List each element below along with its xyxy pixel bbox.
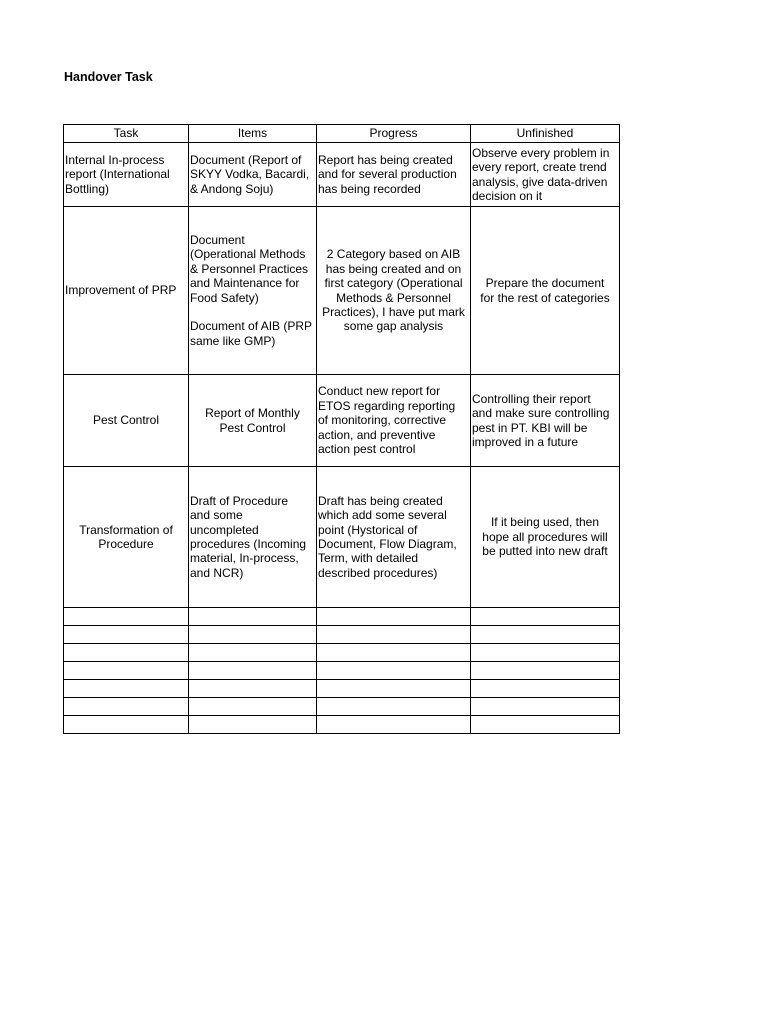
task-cell bbox=[64, 467, 189, 608]
table-header-row bbox=[64, 125, 620, 143]
cell-line: action, and preventive bbox=[318, 427, 436, 442]
cell-line: Pest Control bbox=[219, 420, 286, 435]
cell-line: and for several production bbox=[318, 167, 457, 182]
cell-line: Transformation of bbox=[79, 522, 173, 537]
empty-cell bbox=[64, 716, 189, 734]
empty-table-row bbox=[64, 698, 620, 716]
cell-line: Methods & Personnel bbox=[336, 290, 451, 305]
empty-cell bbox=[471, 680, 620, 698]
cell-line: and make sure controlling bbox=[472, 406, 610, 421]
unfinished-cell bbox=[471, 375, 620, 467]
progress-cell bbox=[317, 375, 471, 467]
empty-cell bbox=[471, 626, 620, 644]
empty-table-row bbox=[64, 680, 620, 698]
cell-line: Observe every problem in bbox=[472, 145, 610, 160]
empty-cell bbox=[317, 662, 471, 680]
cell-line: Food Safety) bbox=[190, 290, 259, 305]
cell-line: which add some several bbox=[318, 508, 447, 523]
cell-line: every report, create trend bbox=[472, 160, 607, 175]
cell-line: Pest Control bbox=[92, 413, 160, 428]
empty-cell bbox=[317, 608, 471, 626]
table-row bbox=[64, 143, 620, 207]
unfinished-cell bbox=[471, 467, 620, 608]
cell-line: & Andong Soju) bbox=[190, 181, 274, 196]
cell-line: and NCR) bbox=[190, 565, 244, 580]
cell-line: (Operational Methods bbox=[190, 247, 306, 262]
items-cell bbox=[189, 467, 317, 608]
cell-line: If it being used, then bbox=[490, 515, 600, 530]
empty-cell bbox=[317, 626, 471, 644]
cell-line: for the rest of categories bbox=[480, 290, 610, 305]
empty-cell bbox=[189, 662, 317, 680]
task-cell bbox=[64, 375, 189, 467]
cell-line: SKYY Vodka, Bacardi, bbox=[190, 167, 310, 182]
cell-line: 2 Category based on AIB bbox=[326, 247, 461, 262]
cell-line: analysis, give data-driven bbox=[472, 174, 608, 189]
cell-line: first category (Operational bbox=[324, 276, 463, 291]
cell-line: of monitoring, corrective bbox=[318, 413, 447, 428]
items-cell bbox=[189, 207, 317, 375]
empty-cell bbox=[189, 716, 317, 734]
cell-line: procedures (Incoming bbox=[190, 537, 307, 551]
empty-cell bbox=[189, 644, 317, 662]
cell-line: material, In-process, bbox=[190, 551, 299, 566]
empty-cell bbox=[189, 626, 317, 644]
unfinished-cell bbox=[471, 143, 620, 207]
empty-cell bbox=[189, 608, 317, 626]
cell-line: described procedures) bbox=[318, 565, 438, 580]
cell-line: Prepare the document bbox=[485, 276, 605, 291]
cell-line: point (Hystorical of bbox=[318, 522, 418, 537]
empty-cell bbox=[189, 680, 317, 698]
cell-line: Procedure bbox=[98, 537, 154, 551]
cell-line: Internal In-process bbox=[65, 152, 165, 167]
empty-cell bbox=[317, 680, 471, 698]
progress-cell bbox=[317, 467, 471, 608]
cell-line: and Maintenance for bbox=[190, 276, 300, 291]
empty-cell bbox=[471, 716, 620, 734]
cell-line: & Personnel Practices bbox=[190, 261, 309, 276]
empty-cell bbox=[64, 662, 189, 680]
cell-line: some gap analysis bbox=[343, 319, 444, 334]
empty-cell bbox=[64, 680, 189, 698]
empty-table-row bbox=[64, 608, 620, 626]
cell-line: action pest control bbox=[318, 442, 416, 457]
items-cell bbox=[189, 143, 317, 207]
items-cell bbox=[189, 375, 317, 467]
cell-line: Practices), I have put mark bbox=[322, 304, 465, 319]
empty-cell bbox=[471, 644, 620, 662]
empty-table-row bbox=[64, 716, 620, 734]
column-header-unfinished: Unfinished bbox=[471, 125, 620, 143]
empty-cell bbox=[471, 662, 620, 680]
column-header-task: Task bbox=[64, 125, 189, 143]
cell-line: Report of Monthly bbox=[205, 406, 300, 421]
task-cell bbox=[64, 207, 189, 375]
cell-line: decision on it bbox=[472, 188, 543, 203]
empty-table-row bbox=[64, 644, 620, 662]
progress-cell bbox=[317, 207, 471, 375]
cell-line: ETOS regarding reporting bbox=[318, 398, 456, 413]
table-row bbox=[64, 375, 620, 467]
cell-line: uncompleted bbox=[190, 522, 259, 537]
unfinished-cell bbox=[471, 207, 620, 375]
cell-line: improved in a future bbox=[472, 434, 579, 449]
cell-line: and some bbox=[190, 508, 243, 523]
cell-line: Draft has being created bbox=[318, 493, 443, 508]
empty-cell bbox=[189, 698, 317, 716]
cell-line: Document, Flow Diagram, bbox=[318, 537, 457, 551]
cell-line: Document of AIB (PRP bbox=[190, 319, 313, 334]
empty-cell bbox=[317, 698, 471, 716]
cell-line: pest in PT. KBI will be bbox=[472, 420, 588, 435]
empty-table-row bbox=[64, 626, 620, 644]
empty-cell bbox=[317, 644, 471, 662]
cell-line: Document (Report of bbox=[190, 152, 302, 167]
cell-line: Bottling) bbox=[65, 181, 110, 196]
cell-line: Improvement of PRP bbox=[65, 283, 177, 298]
cell-line: has being created and on bbox=[325, 261, 462, 276]
empty-cell bbox=[64, 698, 189, 716]
cell-line: Document bbox=[190, 233, 245, 248]
cell-line: Conduct new report for bbox=[318, 384, 441, 399]
progress-cell bbox=[317, 143, 471, 207]
table-row bbox=[64, 467, 620, 608]
cell-line: has being recorded bbox=[318, 181, 421, 196]
empty-cell bbox=[471, 608, 620, 626]
cell-line: Draft of Procedure bbox=[190, 493, 289, 508]
empty-cell bbox=[64, 608, 189, 626]
empty-cell bbox=[64, 644, 189, 662]
empty-cell bbox=[471, 698, 620, 716]
cell-line: hope all procedures will bbox=[482, 529, 608, 544]
cell-line: Term, with detailed bbox=[318, 551, 419, 566]
empty-cell bbox=[64, 626, 189, 644]
column-header-items: Items bbox=[189, 125, 317, 143]
cell-line: be putted into new draft bbox=[482, 544, 608, 559]
column-header-progress: Progress bbox=[317, 125, 471, 143]
document-title: Handover Task bbox=[64, 70, 153, 84]
task-cell bbox=[64, 143, 189, 207]
cell-spacer bbox=[190, 305, 315, 319]
cell-line: Controlling their report bbox=[472, 391, 591, 406]
cell-line: same like GMP) bbox=[190, 333, 276, 348]
cell-line: report (International bbox=[65, 167, 170, 182]
cell-line: Report has being created bbox=[318, 152, 453, 167]
table-row bbox=[64, 207, 620, 375]
handover-table bbox=[63, 124, 620, 734]
empty-cell bbox=[317, 716, 471, 734]
empty-table-row bbox=[64, 662, 620, 680]
